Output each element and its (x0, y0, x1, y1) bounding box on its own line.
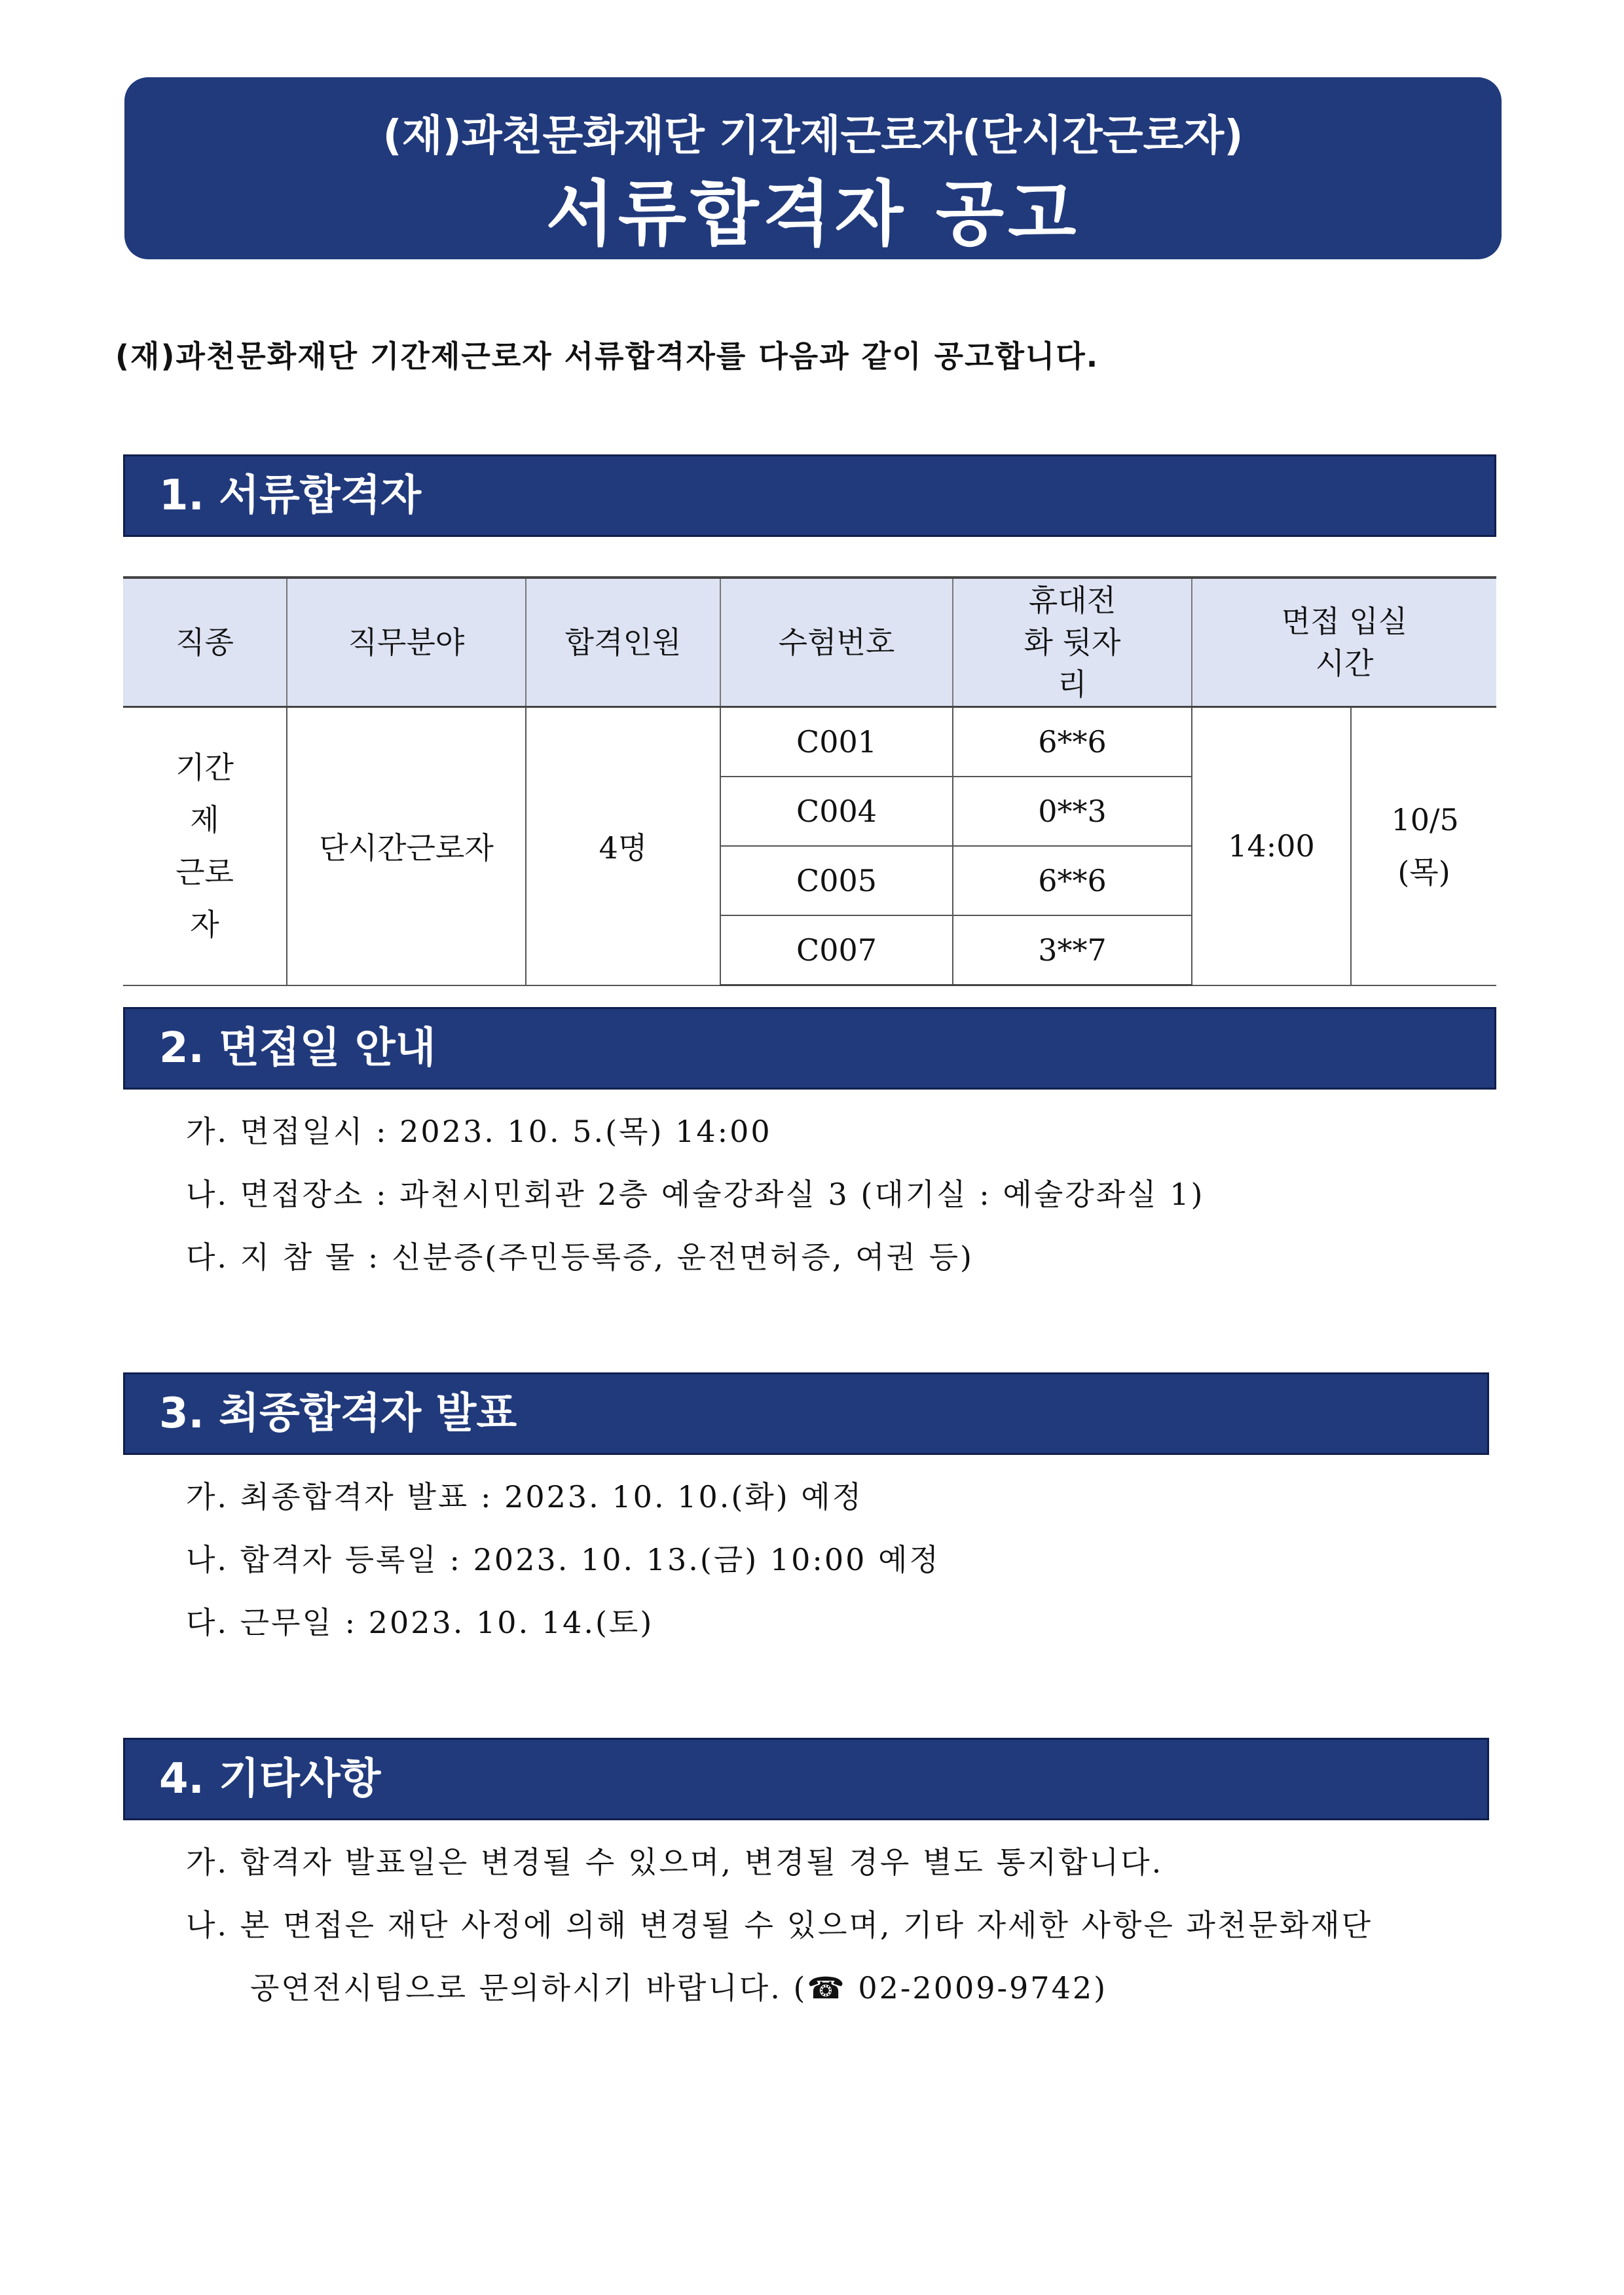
list-item: 나. 합격자 등록일 : 2023. 10. 13.(금) 10:00 예정 (186, 1542, 940, 1577)
banner-subtitle: (재)과천문화재단 기간제근로자(단시간근로자) (382, 112, 1244, 160)
section4-header: 4. 기타사항 (123, 1738, 1489, 1820)
header-interview-time (1192, 578, 1496, 707)
cell-phone: 6**6 (953, 707, 1192, 777)
title-banner (124, 77, 1502, 259)
list-item: 가. 최종합격자 발표 : 2023. 10. 10.(화) 예정 (186, 1479, 864, 1515)
section3-list (186, 1465, 940, 1654)
header-interview-label: 면접 입실시간 (1281, 604, 1408, 681)
job-type-text: 기간제 근로자 (175, 750, 234, 943)
section1-header: 1. 서류합격자 (123, 454, 1496, 537)
header-exam-no: 수험번호 (720, 578, 953, 707)
header-count: 합격인원 (526, 578, 720, 707)
cell-phone: 0**3 (953, 777, 1192, 846)
cell-job-type (123, 707, 287, 985)
section2-list (186, 1100, 1204, 1289)
banner-title: 서류합격자 공고 (545, 174, 1080, 255)
passers-table (123, 576, 1496, 986)
header-job-type: 직종 (123, 578, 287, 707)
cell-time: 14:00 (1192, 707, 1351, 985)
cell-exam-no: C001 (720, 707, 953, 777)
phone-icon: ☎ (807, 1970, 847, 2006)
cell-count: 4명 (526, 707, 720, 985)
header-phone-label: 휴대전화 뒷자리 (1024, 583, 1121, 702)
list-item: 가. 면접일시 : 2023. 10. 5.(목) 14:00 (186, 1114, 772, 1149)
list-item-continuation (186, 1956, 1373, 2019)
list-item: 가. 합격자 발표일은 변경될 수 있으며, 변경될 경우 별도 통지합니다. (186, 1845, 1164, 1880)
cell-exam-no: C005 (720, 846, 953, 915)
cell-date (1351, 707, 1496, 985)
list-item: 나. 본 면접은 재단 사정에 의해 변경될 수 있으며, 기타 자세한 사항은 과천문화재단 (186, 1907, 1373, 1943)
cell-phone: 6**6 (953, 846, 1192, 915)
header-job-field: 직무분야 (287, 578, 526, 707)
intro-text: (재)과천문화재단 기간제근로자 서류합격자를 다음과 같이 공고합니다. (115, 339, 1099, 374)
cell-exam-no: C007 (720, 915, 953, 985)
section2-header: 2. 면접일 안내 (123, 1007, 1496, 1090)
table-header-row (123, 578, 1496, 707)
list-item: 다. 근무일 : 2023. 10. 14.(토) (186, 1605, 654, 1640)
section3-header: 3. 최종합격자 발표 (123, 1372, 1489, 1455)
cell-job-field: 단시간근로자 (287, 707, 526, 985)
section4-list (186, 1831, 1373, 2019)
cell-exam-no: C004 (720, 777, 953, 846)
cell-phone: 3**7 (953, 915, 1192, 985)
contact-phone: 02-2009-9742) (858, 1970, 1108, 2006)
header-phone (953, 578, 1192, 707)
date-text: 10/5 (목) (1391, 802, 1459, 890)
contact-text: 공연전시팀으로 문의하시기 바랍니다. ( (250, 1970, 807, 2006)
list-item: 다. 지 참 물 : 신분증(주민등록증, 운전면허증, 여권 등) (186, 1239, 974, 1275)
table-row (123, 707, 1496, 777)
list-item: 나. 면접장소 : 과천시민회관 2층 예술강좌실 3 (대기실 : 예술강좌실 1) (186, 1177, 1205, 1212)
